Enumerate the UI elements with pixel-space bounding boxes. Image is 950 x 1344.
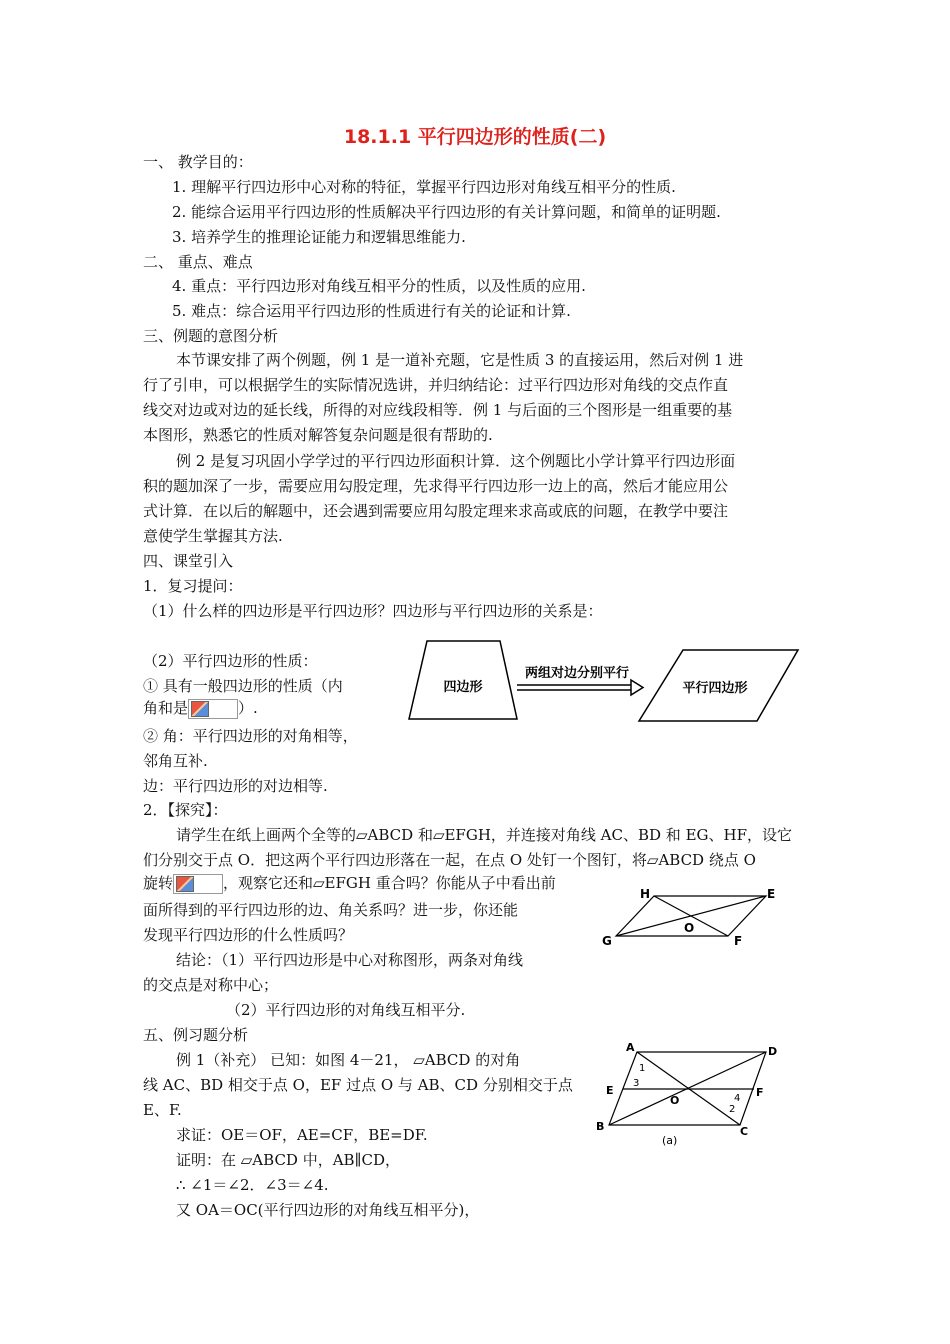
s3-para1-line2: 行了引申，可以根据学生的实际情况选讲，并归纳结论：过平行四边形对角线的交点作直 [143, 376, 729, 394]
section5-heading: 五、例习题分析 [143, 1026, 249, 1044]
explore-line3-a: 旋转 [143, 874, 174, 892]
arrow-head-icon [631, 680, 643, 695]
label-f: F [734, 934, 743, 948]
embedded-image-icon [188, 699, 238, 719]
property-edge: 边：平行四边形的对边相等. [143, 777, 328, 795]
label-e: E [606, 1084, 614, 1097]
s1-item-2: 2. 能综合运用平行四边形的性质解决平行四边形的有关计算问题，和简单的证明题. [172, 203, 721, 221]
page-title: 18.1.1 平行四边形的性质(二) [343, 126, 607, 148]
angle-3: 3 [633, 1078, 640, 1089]
property-1-text-b: ）. [238, 699, 258, 717]
review-question-label: 1．复习提问： [143, 577, 243, 595]
s3-para2-line3: 式计算．在以后的解题中，还会遇到需要应用勾股定理来求高或底的问题，在教学中要注 [143, 502, 729, 520]
property-1-text-a: 角和是 [143, 699, 189, 717]
explore-label: 2．【探究】： [143, 801, 228, 819]
s3-para2-line2: 积的题加深了一步，需要应用勾股定理，先求得平行四边形一边上的高，然后才能应用公 [143, 477, 729, 495]
parallelogram-efgh-diagram [600, 882, 790, 952]
label-g: G [602, 934, 612, 948]
s2-item-2: 5. 难点：综合运用平行四边形的性质进行有关的论证和计算. [172, 302, 571, 320]
explore-line4: 面所得到的平行四边形的边、角关系吗？进一步，你还能 [143, 901, 519, 919]
example1-prove: 求证：OE＝OF，AE=CF，BE=DF. [176, 1126, 428, 1144]
example1-line2: 线 AC、BD 相交于点 O，EF 过点 O 与 AB、CD 分别相交于点 [143, 1076, 573, 1094]
s3-para2-line1: 例 2 是复习巩固小学学过的平行四边形面积计算．这个例题比小学计算平行四边形面 [176, 452, 736, 470]
section2-heading: 二、 重点、难点 [143, 253, 253, 271]
embedded-image-icon-2 [173, 874, 223, 894]
label-f: F [756, 1086, 764, 1099]
section1-heading: 一、 教学目的： [143, 153, 253, 171]
property-1-line1: ① 具有一般四边形的性质（内 [143, 677, 343, 695]
label-a: A [626, 1041, 635, 1054]
review-question-1: （1）什么样的四边形是平行四边形？四边形与平行四边形的关系是： [143, 602, 603, 620]
arrow-label: 两组对边分别平行 [524, 666, 630, 681]
conclusion-2: （2）平行四边形的对角线互相平分. [226, 1001, 466, 1019]
proof-line3: 又 OA＝OC(平行四边形的对角线互相平分)， [176, 1201, 480, 1219]
quadrilateral-relation-diagram [405, 637, 805, 727]
explore-line2: 们分别交于点 O．把这两个平行四边形落在一起，在点 O 处钉一个图钉，将▱ABCD 绕点 O [143, 851, 756, 869]
s2-item-1: 4. 重点：平行四边形对角线互相平分的性质，以及性质的应用. [172, 277, 586, 295]
angle-1: 1 [639, 1063, 646, 1074]
property-2-line1: ② 角：平行四边形的对角相等， [143, 727, 358, 745]
conclusion-1b: 的交点是对称中心； [143, 976, 279, 994]
example1-line3: E、F. [143, 1101, 182, 1119]
property-2-line2: 邻角互补. [143, 752, 208, 770]
explore-line5: 发现平行四边形的什么性质吗？ [143, 926, 354, 944]
label-b: B [596, 1120, 605, 1133]
label-d: D [768, 1045, 778, 1058]
section3-heading: 三、例题的意图分析 [143, 327, 279, 345]
s3-para1-line1: 本节课安排了两个例题，例 1 是一道补充题，它是性质 3 的直接运用，然后对例 1 进 [176, 351, 744, 369]
s1-item-1: 1. 理解平行四边形中心对称的特征，掌握平行四边形对角线互相平分的性质. [172, 178, 676, 196]
conclusion-1: 结论：（1）平行四边形是中心对称图形，两条对角线 [176, 951, 524, 969]
s3-para1-line3: 线交对边或对边的延长线，所得的对应线段相等．例 1 与后面的三个图形是一组重要的基 [143, 401, 733, 419]
para-label: 平行四边形 [682, 681, 748, 696]
figure-caption: (a) [662, 1134, 678, 1147]
angle-2: 2 [729, 1104, 736, 1115]
property-1-line2 [143, 696, 258, 720]
review-question-2: （2）平行四边形的性质： [143, 652, 318, 670]
s3-para1-line4: 本图形，熟悉它的性质对解答复杂问题是很有帮助的. [143, 426, 493, 444]
s1-item-3: 3. 培养学生的推理论证能力和逻辑思维能力. [172, 228, 466, 246]
proof-line2: ∴ ∠1＝∠2．∠3＝∠4. [176, 1176, 329, 1194]
explore-line3-b: ，观察它还和▱EFGH 重合吗？你能从子中看出前 [223, 874, 556, 892]
proof-line1: 证明：在 ▱ABCD 中，AB∥CD， [176, 1151, 400, 1169]
label-c: C [740, 1125, 749, 1138]
label-e: E [767, 887, 776, 901]
explore-line1: 请学生在纸上画两个全等的▱ABCD 和▱EFGH，并连接对角线 AC、BD 和 EG、HF，设它 [176, 826, 792, 844]
explore-line3 [143, 871, 556, 895]
quad-label: 四边形 [443, 680, 483, 695]
s3-para2-line4: 意使学生掌握其方法. [143, 527, 283, 545]
example1-line1: 例 1（补充） 已知：如图 4－21， ▱ABCD 的对角 [176, 1051, 521, 1069]
label-o: O [684, 921, 695, 935]
parallelogram-abcd-diagram [590, 1038, 790, 1150]
label-h: H [640, 887, 651, 901]
section4-heading: 四、课堂引入 [143, 552, 234, 570]
angle-4: 4 [734, 1093, 741, 1104]
label-o: O [670, 1094, 680, 1107]
